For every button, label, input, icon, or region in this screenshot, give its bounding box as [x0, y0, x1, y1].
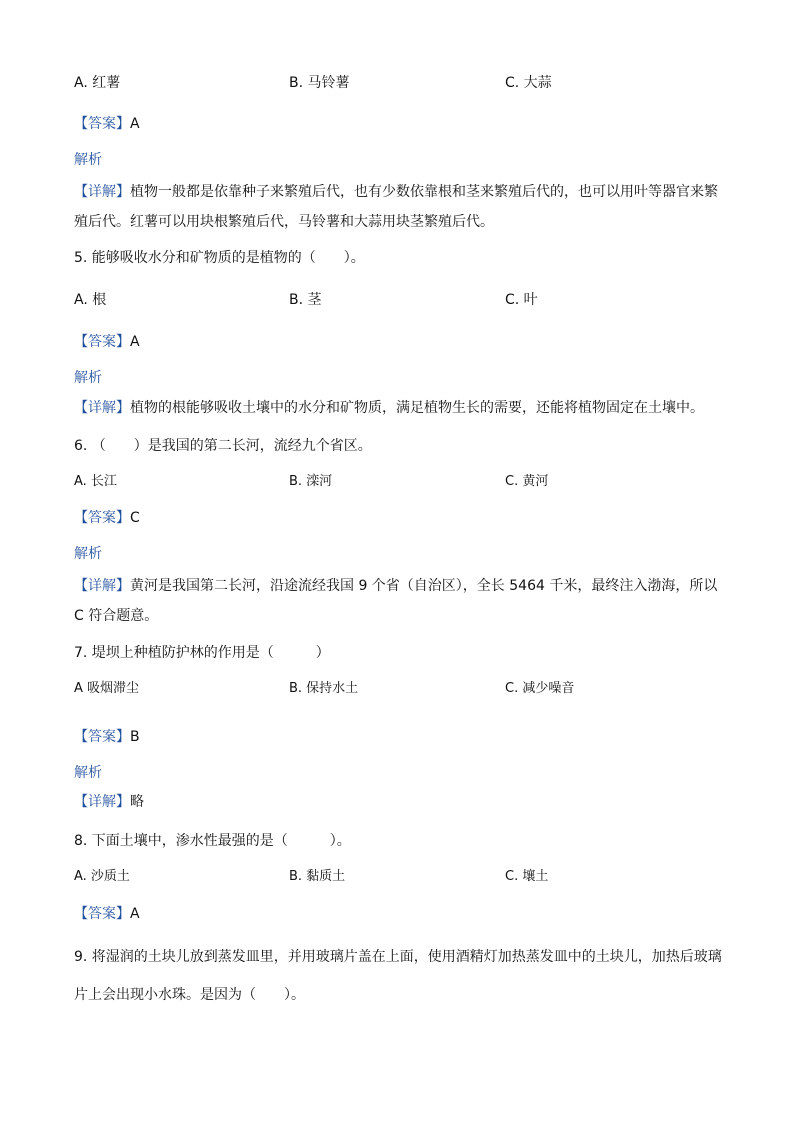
q8-answer-value: A: [130, 906, 140, 922]
q4-option-b: B. 马铃薯: [289, 75, 350, 91]
q7-detail-label: 【详解】: [74, 794, 130, 810]
q4-detail-text: 植物一般都是依靠种子来繁殖后代，也有少数依靠根和茎来繁殖后代的，也可以用叶等器官来繁殖后代。红薯可以用块根繁殖后代，马铃薯和大蒜用块茎繁殖后代。: [74, 184, 718, 230]
q6-detail-label: 【详解】: [74, 578, 130, 594]
q5-option-b: B. 茎: [289, 292, 322, 308]
q8-option-c: C. 壤土: [505, 869, 549, 884]
q5-option-c: C. 叶: [505, 292, 538, 308]
q6-detail: [74, 571, 724, 631]
q7-answer: [74, 727, 140, 747]
q8-option-a: A. 沙质土: [74, 869, 130, 884]
q5-detail: [74, 398, 704, 418]
q7-option-a: A 吸烟滞尘: [74, 681, 140, 696]
q5-detail-text: 植物的根能够吸收土壤中的水分和矿物质，满足植物生长的需要，还能将植物固定在土壤中。: [130, 400, 704, 416]
q6-answer-value: C: [130, 510, 140, 526]
q6-options: [74, 472, 734, 492]
q5-options: [74, 290, 734, 310]
q4-detail: [74, 177, 724, 237]
q7-option-c: C. 减少噪音: [505, 681, 575, 696]
q6-option-a: A. 长江: [74, 474, 117, 489]
q7-question: 7. 堤坝上种植防护林的作用是（ ）: [74, 645, 330, 661]
q6-answer-label: 【答案】: [74, 510, 130, 526]
q4-detail-label: 【详解】: [74, 184, 130, 200]
q5-analysis-label: 解析: [74, 370, 102, 386]
q4-option-a: A. 红薯: [74, 75, 121, 91]
q7-options: [74, 679, 734, 699]
q6-detail-text: 黄河是我国第二长河，沿途流经我国 9 个省（自治区），全长 5464 千米，最终注入渤海，所以 C 符合题意。: [74, 578, 718, 624]
q4-answer-value: A: [130, 116, 140, 132]
q8-options: [74, 867, 734, 887]
q6-question: 6. （ ）是我国的第二长河，流经九个省区。: [74, 438, 372, 454]
q6-option-c: C. 黄河: [505, 474, 549, 489]
q4-analysis-label: 解析: [74, 152, 102, 168]
q4-answer: [74, 114, 140, 134]
q6-option-b: B. 滦河: [289, 474, 333, 489]
q8-answer: [74, 904, 140, 924]
q4-answer-label: 【答案】: [74, 116, 130, 132]
q5-question: 5. 能够吸收水分和矿物质的是植物的（ ）。: [74, 250, 365, 266]
q5-answer-value: A: [130, 334, 140, 350]
q7-analysis-label: 解析: [74, 765, 102, 781]
q5-answer: [74, 332, 140, 352]
q6-analysis-label: 解析: [74, 546, 102, 562]
q8-answer-label: 【答案】: [74, 906, 130, 922]
q5-option-a: A. 根: [74, 292, 107, 308]
q7-answer-value: B: [130, 729, 140, 745]
q7-detail: [74, 792, 144, 812]
q8-option-b: B. 黏质土: [289, 869, 346, 884]
q7-detail-text: 略: [130, 794, 144, 810]
q5-answer-label: 【答案】: [74, 334, 130, 350]
q9-question: 9. 将湿润的土块儿放到蒸发皿里，并用玻璃片盖在上面，使用酒精灯加热蒸发皿中的土块儿，加热后玻璃片上会出现小水珠。是因为（ ）。: [74, 949, 722, 1003]
q7-answer-label: 【答案】: [74, 729, 130, 745]
q5-detail-label: 【详解】: [74, 400, 130, 416]
q6-answer: [74, 508, 140, 528]
q4-option-c: C. 大蒜: [505, 75, 552, 91]
q4-options: [74, 73, 734, 93]
q8-question: 8. 下面土壤中，渗水性最强的是（ ）。: [74, 833, 351, 849]
q7-option-b: B. 保持水土: [289, 681, 359, 696]
